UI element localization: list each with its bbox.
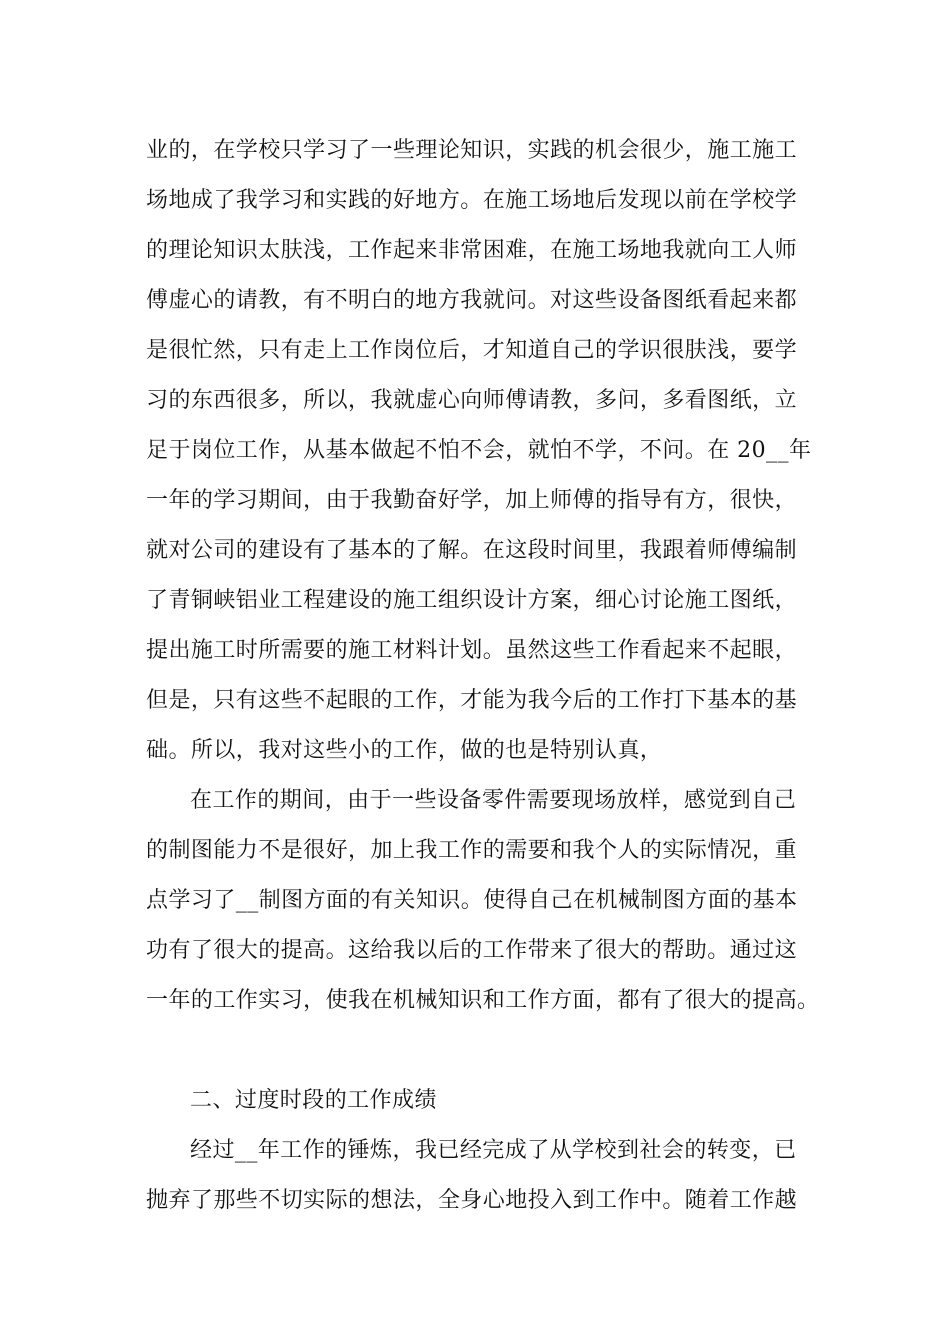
paragraph-line: 就对公司的建设有了基本的了解。在这段时间里，我跟着师傅编制	[146, 538, 798, 563]
paragraph-line: 傅虚心的请教，有不明白的地方我就问。对这些设备图纸看起来都	[146, 288, 798, 313]
paragraph-line: 在工作的期间，由于一些设备零件需要现场放样，感觉到自己	[190, 788, 797, 813]
paragraph-line: 是很忙然，只有走上工作岗位后，才知道自己的学识很肤浅，要学	[146, 338, 798, 363]
paragraph-line: 抛弃了那些不切实际的想法，全身心地投入到工作中。随着工作越	[146, 1188, 798, 1213]
paragraph-line: 的理论知识太肤浅，工作起来非常困难，在施工场地我就向工人师	[146, 238, 798, 263]
paragraph-line: 足于岗位工作，从基本做起不怕不会，就怕不学，不问。在 20__年	[146, 438, 812, 463]
paragraph-line: 础。所以，我对这些小的工作，做的也是特别认真，	[146, 738, 663, 763]
paragraph-line: 场地成了我学习和实践的好地方。在施工场地后发现以前在学校学	[146, 188, 798, 213]
paragraph-line: 提出施工时所需要的施工材料计划。虽然这些工作看起来不起眼，	[146, 638, 798, 663]
paragraph-line: 了青铜峡铝业工程建设的施工组织设计方案，细心讨论施工图纸，	[146, 588, 798, 613]
paragraph-line: 一年的学习期间，由于我勤奋好学，加上师傅的指导有方，很快，	[146, 488, 798, 513]
paragraph-line: 但是，只有这些不起眼的工作，才能为我今后的工作打下基本的基	[146, 688, 798, 713]
section-heading: 二、过度时段的工作成绩	[190, 1088, 437, 1113]
paragraph-line: 功有了很大的提高。这给我以后的工作带来了很大的帮助。通过这	[146, 938, 798, 963]
paragraph-line: 的制图能力不是很好，加上我工作的需要和我个人的实际情况，重	[146, 838, 798, 863]
paragraph-line: 经过__年工作的锤炼，我已经完成了从学校到社会的转变，已	[190, 1138, 797, 1163]
paragraph-line: 习的东西很多，所以，我就虚心向师傅请教，多问，多看图纸，立	[146, 388, 798, 413]
paragraph-line: 一年的工作实习，使我在机械知识和工作方面，都有了很大的提高。	[146, 988, 820, 1013]
paragraph-line: 业的，在学校只学习了一些理论知识，实践的机会很少，施工施工	[146, 138, 798, 163]
paragraph-line: 点学习了__制图方面的有关知识。使得自己在机械制图方面的基本	[146, 888, 798, 913]
